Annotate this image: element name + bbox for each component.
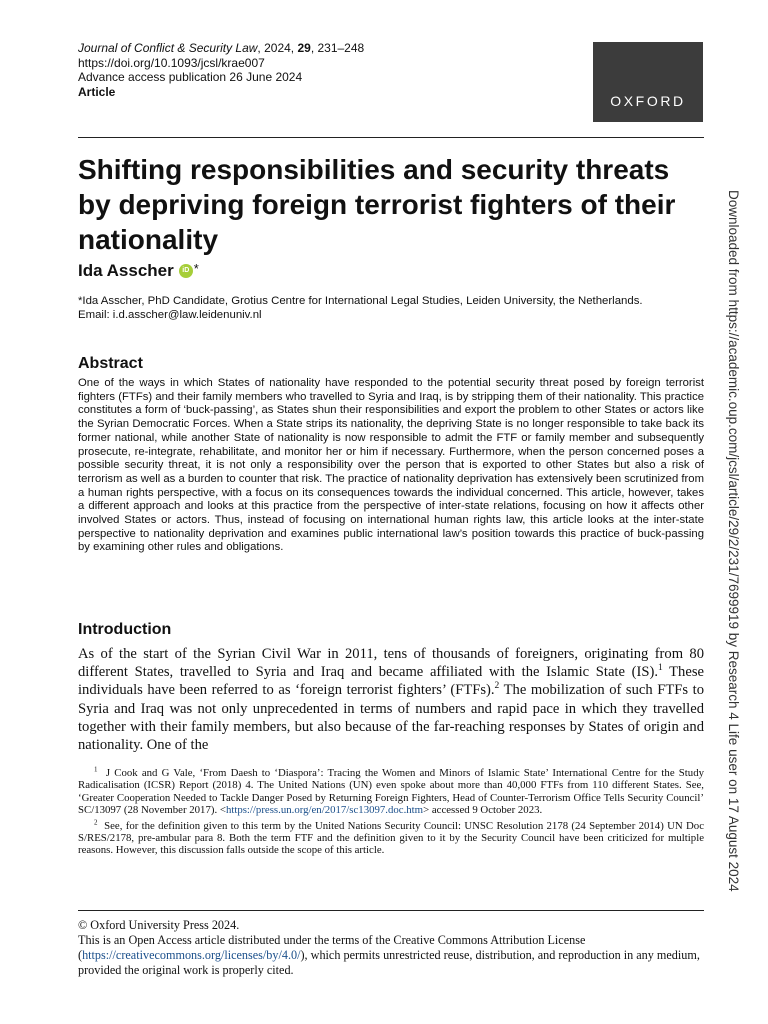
- download-watermark: Downloaded from https://academic.oup.com/jcsl/article/29/2/231/7699919 by Research 4 Life user on 17 August 2024: [726, 190, 741, 892]
- author-line: [78, 261, 199, 281]
- journal-volume: 29: [297, 41, 311, 55]
- abstract-text: One of the ways in which States of nationality have responded to the potential security threat posed by foreign terrorist fighters (FTFs) and their family members who travelled to Syria and Iraq, is by stripping them of their nationality. This practice constitutes a form of ‘buck-passing’, as States shun their responsibilities and export the problem to other States or actors like the Syrian Democratic Forces. When a State strips its nationality, the depriving State is no longer responsible to take back its former national, while another State of nationality is now responsible to admit the FTF or family member and subsequently prosecute, re-integrate, rehabilitate, and monitor her or him if necessary. Furthermore, when the person concerned poses a possible security threat, it is not only a responsibility over the person that is exported to other States but also a risk of terrorism as well as a burden to counter that risk. The practice of nationality deprivation has extensively been scrutinized from a human rights perspective, with a focus on its consequences towards the individual concerned. This article, however, takes a different approach and looks at this practice from the perspective of inter-state relations, focusing on how it affects other involved States or actors. Thus, instead of focusing on international human rights law, this article looks at the inter-state perspective to nationality deprivation and examines public international law’s position towards this practice of buck-passing by examining other rules and obligations.: [78, 377, 704, 554]
- oxford-logo: [593, 42, 703, 122]
- logo-text: OXFORD: [610, 93, 686, 109]
- footnote-text: J Cook and G Vale, ‘From Daesh to ‘Diaspora’: Tracing the Women and Minors of Islamic State’ International Centre for the Study Radicalisation (ICSR) Report (2018) 4. The United Nations (UN) even spoke about more than 40,000 FTFs from 110 different States. See, ‘Greater Cooperation Needed to Tackle Danger Posed by Returning Foreign Fighters, Head of Counter-Terrorism Office Tells Security Council’ SC/13097 (28 November 2017). <: [78, 767, 704, 817]
- license-text-b: ), which permits unrestricted reuse, distribution, and reproduction in any medium, provided the original work is properly cited.: [78, 948, 700, 977]
- doi-link[interactable]: https://doi.org/10.1093/jcsl/krae007: [78, 55, 265, 70]
- footnote: [78, 820, 704, 857]
- introduction-text: [78, 645, 704, 754]
- abstract-heading: Abstract: [78, 355, 143, 372]
- footnote-ref-1[interactable]: 1: [657, 663, 663, 674]
- author-email[interactable]: Email: i.d.asscher@law.leidenuniv.nl: [78, 309, 262, 321]
- journal-citation: [78, 41, 364, 56]
- journal-header: [78, 41, 364, 99]
- orcid-icon[interactable]: iD: [179, 264, 193, 278]
- intro-text-c: The mobilization of such FTFs to Syria and Iraq was not only unprecedented in terms of numbers and rapid pace in which they travelled together with their family members, but also because of the far-reaching responses by States of origin and nationality. One of the: [78, 682, 705, 754]
- license-link[interactable]: https://creativecommons.org/licenses/by/4.0/: [82, 948, 301, 962]
- author-name: Ida Asscher: [78, 261, 174, 280]
- footnote-text: See, for the definition given to this term by the United Nations Security Council: UNSC Resolution 2178 (24 September 2014) UN Doc S/RES/2178, pre-ambular para 8. Both the term FTF and the definition given to it by the Security Council have been criticized for multiple reasons. However, this discussion falls outside the scope of this article.: [78, 819, 704, 857]
- journal-name: Journal of Conflict & Security Law: [78, 41, 258, 55]
- author-affiliation: [78, 294, 708, 322]
- author-footnote-mark: *: [193, 260, 199, 276]
- journal-year: , 2024,: [257, 41, 298, 55]
- footnote-text-after: > accessed 9 October 2023.: [423, 804, 543, 817]
- intro-text-b: These individuals have been referred to as ‘foreign terrorist fighters’ (FTFs).: [78, 664, 704, 699]
- affiliation-line: *Ida Asscher, PhD Candidate, Grotius Centre for International Legal Studies, Leiden University, the Netherlands.: [78, 295, 643, 307]
- license-text: [78, 933, 704, 978]
- journal-pages: , 231–248: [310, 41, 365, 55]
- footnote-ref-2[interactable]: 2: [494, 681, 500, 692]
- license-text-a: This is an Open Access article distributed under the terms of the Creative Commons Attribution License (: [78, 933, 586, 962]
- footnote-number: 2: [94, 818, 98, 827]
- copyright-notice: [78, 918, 704, 978]
- footnote: [78, 767, 704, 817]
- article-title: Shifting responsibilities and security threats by depriving foreign terrorist fighters of their nationality: [78, 154, 676, 255]
- copyright-line: © Oxford University Press 2024.: [78, 918, 240, 932]
- intro-text-a: As of the start of the Syrian Civil War in 2011, tens of thousands of foreigners, originating from 80 different States, travelled to Syria and Iraq and became affiliated with the Islamic State (IS).: [78, 646, 704, 681]
- footnotes: [78, 767, 704, 860]
- footnote-number: 1: [94, 765, 98, 774]
- footer-divider: [78, 910, 704, 911]
- footnote-link[interactable]: https://press.un.org/en/2017/sc13097.doc.htm: [225, 804, 424, 817]
- header-divider: [78, 137, 704, 138]
- article-type: Article: [78, 84, 116, 99]
- introduction-heading: Introduction: [78, 621, 172, 638]
- publication-date: Advance access publication 26 June 2024: [78, 70, 303, 85]
